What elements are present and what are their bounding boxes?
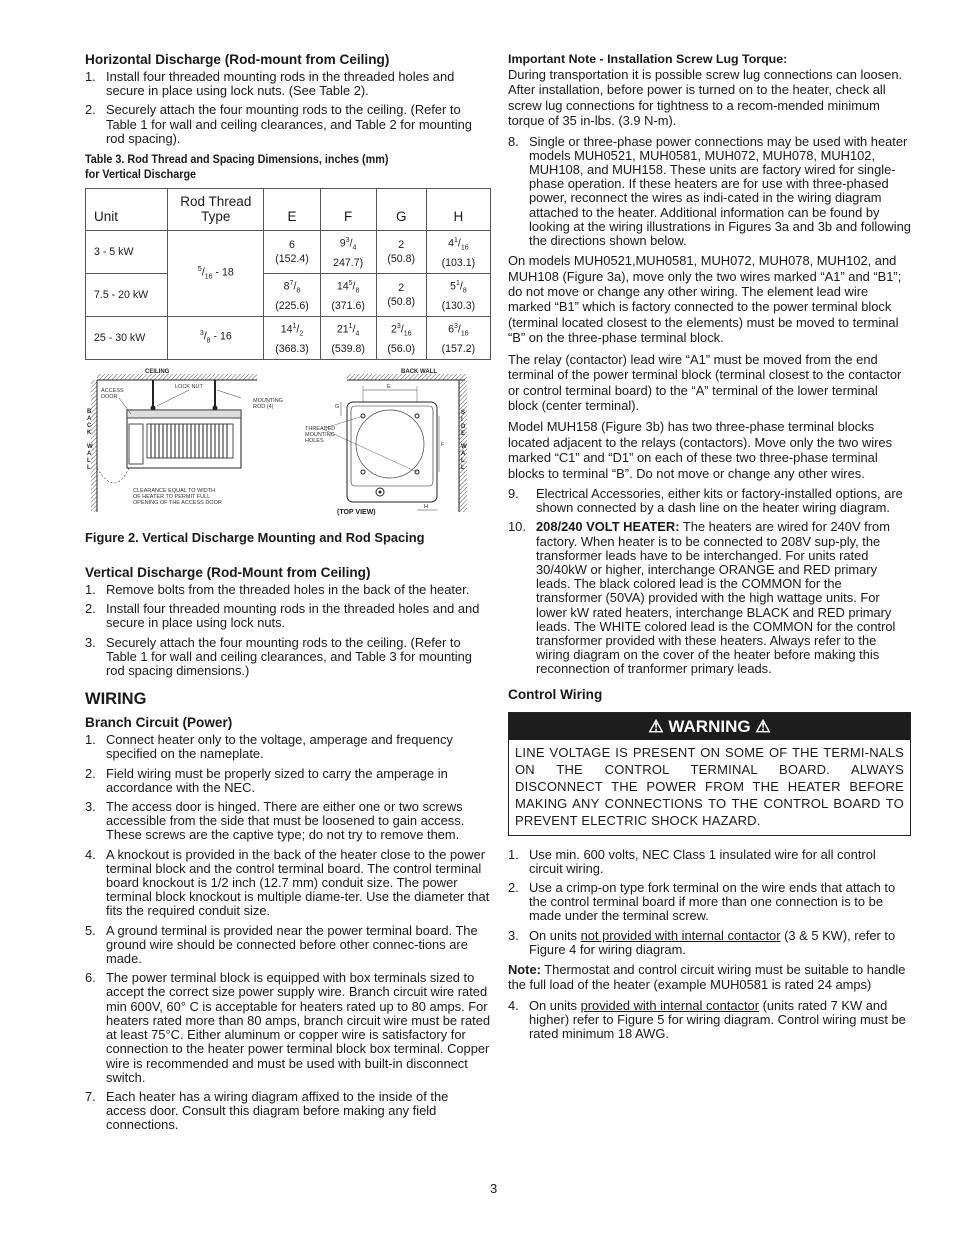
para-models: On models MUH0521,MUH0581, MUH072, MUH078, MUH102, and MUH108 (Figure 3a), move only the two wires marked “A1” and “B1”; do not move or change any other wiring. The element lead wire marked “B1” which is factory connected to the power terminal block (terminal located closest to the elements) must be moved to terminal “B” on the three-phase terminal block. <box>508 253 902 346</box>
list-item: 6. The power terminal block is equipped with box terminals sized to accept the correct size power supply wire. Branch circuit wire rated min 600V, 60° C is acceptable for heaters rated up to 80 amps. For heaters rated more than 80 amps, branch circuit wire must be rated at least 75°C. Either aluminum or copper wire is satisfactory for connection to the heater power terminal block box terminal. Copper wire is recommended and must be used with built-in disconnect switch. <box>85 970 491 1085</box>
svg-text:A: A <box>87 451 92 458</box>
warning-triangle-icon: ⚠ <box>755 716 771 736</box>
svg-text:OPENING OF THE ACCESS DOOR: OPENING OF THE ACCESS DOOR <box>133 500 222 507</box>
left-column <box>85 52 491 1138</box>
table-row: 7.5 - 20 kW $8^7/_8$ (225.6) $14^5/_8$ (371.6) 2 (50.8) $5^1/_8$ (130.3) <box>86 274 491 317</box>
svg-text:OF HEATER TO PERMIT FULL: OF HEATER TO PERMIT FULL <box>133 494 211 501</box>
page-number: 3 <box>490 1181 498 1196</box>
svg-text:D: D <box>461 424 466 431</box>
svg-text:K: K <box>87 430 92 437</box>
svg-text:S: S <box>461 410 466 417</box>
list-item: 8. Single or three-phase power connections may be used with heater models MUH0521, MUH0581, MUH072, MUH078, MUH102, MUH108, and MUH158. These units are factory wired for single-phase operation. If these heaters are for use with three-phased power, reconnect the wires as indi-cated in the wiring diagram attached to the heater. Additional information can be found by looking at the wiring illustrations in Figures 3a and 3b and following the directions shown below. <box>508 133 911 249</box>
table-row: 3 - 5 kW $^5/_{16} - 18$ 6 (152.4) $9^3/_4$ 247.7) 2 (50.8) $4^1/_{16}$ (103.1) <box>86 231 491 274</box>
important-note-text: During transportation it is possible screw lug connections can loosen. After installation, before power is turned on to the heater, check all screw lug connections for tightness to a recom-mended minimum torque of 35 in-lbs. (3.9 N-m). <box>508 67 903 129</box>
list-item: 1. Remove bolts from the threaded holes in the back of the heater. <box>85 582 470 598</box>
rod-thread-table <box>85 188 491 360</box>
svg-text:DOOR: DOOR <box>101 394 118 401</box>
svg-text:MOUNTING: MOUNTING <box>305 432 335 439</box>
svg-text:THREADED: THREADED <box>305 426 336 433</box>
svg-text:W: W <box>87 444 93 451</box>
heading-control-wiring: Control Wiring <box>508 686 603 702</box>
col-header-rod-thread: Rod Thread Type <box>168 189 264 231</box>
heading-vertical-discharge: Vertical Discharge (Rod-Mount from Ceiling) <box>85 565 371 581</box>
svg-text:HOLES: HOLES <box>305 438 324 445</box>
list-item: 7. Each heater has a wiring diagram affixed to the inside of the access door. Consult this diagram before making any field connections. <box>85 1088 449 1133</box>
col-header-g: G <box>376 189 426 231</box>
col-header-f: F <box>320 189 376 231</box>
svg-text:MOUNTING: MOUNTING <box>253 398 283 405</box>
warning-triangle-icon: ⚠ <box>648 716 664 736</box>
list-item: 10. 208/240 VOLT HEATER: The heaters are wired for 240V from factory. When heater is to be connected to 208V sup-ply, the transformer leads have to be interchanged. For units rated 30/40kW or higher, interchange ORANGE and RED primary leads. The black colored lead is the COMMON for the transformer (50VA) provided with the high wattage units. For lower kW rated heaters, interchange BLACK and RED primary leads. The WHITE colored lead is the COMMON for the control transformer provided with these heaters. Always refer to the wiring diagram on the cover of the heater before making this reconnection of tranformer primary leads. <box>508 519 896 677</box>
ceiling-label: CEILING <box>145 369 170 376</box>
col-header-e: E <box>264 189 320 231</box>
table-caption: Table 3. Rod Thread and Spacing Dimensions, inches (mm) for Vertical Discharge <box>85 152 389 182</box>
horizontal-steps <box>85 70 491 146</box>
warning-text: LINE VOLTAGE IS PRESENT ON SOME OF THE TERMI-NALS ON THE CONTROL TERMINAL BOARD. ALWAYS DISCONNECT THE POWER FROM THE HEATER BEFORE MAKING ANY CONNECTIONS TO THE CONTROL BOARD TO PREVENT ELECTRIC SHOCK HAZARD. <box>515 744 904 828</box>
svg-text:A: A <box>461 451 466 458</box>
heading-horizontal-discharge: Horizontal Discharge (Rod-mount from Ceiling) <box>85 52 390 67</box>
svg-text:C: C <box>87 423 92 430</box>
heading-branch-circuit: Branch Circuit (Power) <box>85 715 233 731</box>
control-steps-4 <box>508 999 911 1042</box>
svg-text:I: I <box>461 417 463 424</box>
note-paragraph: Note: Thermostat and control circuit wiring must be suitable to handle the full load of the heater (example MUH0581 is rated 24 amps) <box>508 962 906 993</box>
svg-text:H: H <box>424 504 428 511</box>
vertical-steps <box>85 583 491 678</box>
ceiling-hatch <box>97 374 257 380</box>
list-item: 3. Securely attach the four mounting rods to the ceiling. (Refer to Table 1 for wall and ceiling clearances, and Table 3 for mounting rod spacing dimensions.) <box>85 634 472 679</box>
col-header-unit: Unit <box>86 189 168 231</box>
table-header-row <box>86 189 491 231</box>
list-item: 3. The access door is hinged. There are either one or two screws accessible from the side that must be loosened to gain access. These screws are the captive type; do not try to remove them. <box>85 799 465 843</box>
list-item: 1. Connect heater only to the voltage, amperage and frequency specified on the nameplate. <box>85 732 453 762</box>
para-relay: The relay (contactor) lead wire “A1” must be moved from the end terminal of the power terminal block (terminal closest to the contactor or control terminal board) to the “A” terminal of the lower terminal block (center terminal). <box>508 351 902 413</box>
top-view-label: (TOP VIEW) <box>337 509 376 517</box>
svg-text:ROD (4): ROD (4) <box>253 404 274 411</box>
heading-wiring: WIRING <box>85 690 147 709</box>
power-steps-9-10 <box>508 487 911 677</box>
important-note-heading: Important Note - Installation Screw Lug Torque: <box>508 52 788 66</box>
figure-2-diagram <box>85 368 491 524</box>
list-item: 4. A knockout is provided in the back of the heater close to the power terminal block and the control terminal board. The control terminal board knockout is 1/2 inch (12.7 mm) conduit size. The power terminal block knockout is multiple diame-ter. Use the diameter that fits the required conduit size. <box>85 846 490 919</box>
svg-text:L: L <box>461 465 465 472</box>
warning-header <box>509 713 910 740</box>
svg-text:A: A <box>87 416 92 423</box>
svg-text:G: G <box>335 404 340 411</box>
figure-caption: Figure 2. Vertical Discharge Mounting and Rod Spacing <box>85 530 425 546</box>
list-item: 1. Use min. 600 volts, NEC Class 1 insulated wire for all control circuit wiring. <box>508 846 876 876</box>
mounting-diagram-svg <box>85 368 491 524</box>
heater-grille <box>147 424 233 458</box>
svg-text:E: E <box>461 431 466 438</box>
back-wall-side-label: B <box>87 409 92 416</box>
list-item: 5. A ground terminal is provided near the power terminal board. The ground wire should be connected before other connec-tions are made. <box>85 922 478 967</box>
svg-text:L: L <box>461 458 465 465</box>
svg-text:BACK WALL: BACK WALL <box>401 369 437 376</box>
svg-text:L: L <box>87 465 91 472</box>
power-steps-8 <box>508 135 911 249</box>
access-door <box>129 424 143 464</box>
list-item: 3. On units not provided with internal contactor (3 & 5 KW), refer to Figure 4 for wiring diagram. <box>508 927 896 957</box>
para-muh158: Model MUH158 (Figure 3b) has two three-phase terminal blocks located adjacent to the relays (contactors). Move only the two wires marked “C1” and “D1” on each of these two three-phase terminal blocks to terminal “B”. Do not move or change any other wires. <box>508 419 893 481</box>
lock-nut-label: LOCK NUT <box>175 384 203 391</box>
list-item: 1. Install four threaded mounting rods in the threaded holes and secure in place using lock nuts. (See Table 2). <box>85 69 455 99</box>
list-item: 2. Securely attach the four mounting rods to the ceiling. (Refer to Table 1 for wall and ceiling clearances, and Table 2 for mounting rod spacing). <box>85 102 472 146</box>
table-row: 25 - 30 kW $^3/_8 - 16$ $14^1/_2$ (368.3) $21^1/_4$ (539.8) $2^3/_{16}$ (56.0) $6^3/_{16}$ (157.2) <box>86 317 491 360</box>
control-steps <box>508 848 911 957</box>
svg-text:W: W <box>461 444 467 451</box>
svg-text:F: F <box>441 442 445 449</box>
list-item: 2. Install four threaded mounting rods in the threaded holes and and secure in place using lock nuts. <box>85 601 480 631</box>
svg-text:L: L <box>87 458 91 465</box>
svg-text:E: E <box>387 384 391 391</box>
branch-steps <box>85 733 491 1132</box>
svg-text:CLEARANCE EQUAL TO WIDTH: CLEARANCE EQUAL TO WIDTH <box>133 488 216 495</box>
right-column <box>508 52 911 1046</box>
list-item: 4. On units provided with internal contactor (units rated 7 KW and higher) refer to Figure 5 for wiring diagram. Control wiring must be rated minimum 18 AWG. <box>508 997 906 1042</box>
list-item: 2. Field wiring must be properly sized to carry the amperage in accordance with the NEC. <box>85 765 448 795</box>
warning-box <box>508 712 911 836</box>
col-header-h: H <box>426 189 490 231</box>
list-item: 9. Electrical Accessories, either kits or factory-installed options, are shown connected by a dash line on the heater wiring diagram. <box>508 485 903 516</box>
warning-title: WARNING <box>668 716 751 736</box>
list-item: 2. Use a crimp-on type fork terminal on the wire ends that attach to the control terminal board if more than one connection is to be made under the terminal screw. <box>508 879 896 924</box>
thread-cell: $^5/_{16} - 18$ <box>168 231 264 317</box>
svg-text:ACCESS: ACCESS <box>101 388 124 395</box>
